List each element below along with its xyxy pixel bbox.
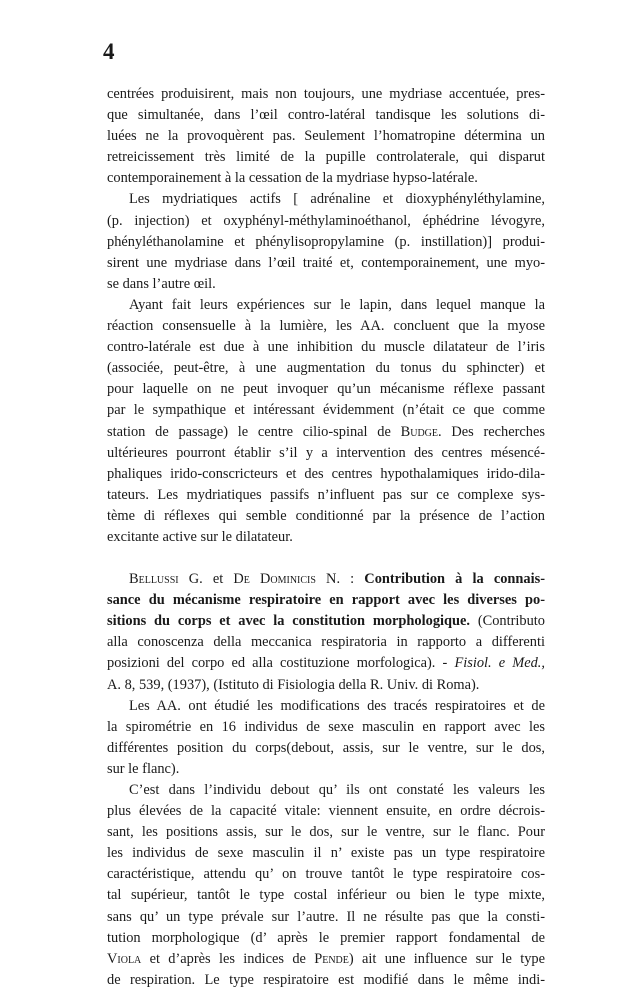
text-line: pour laquelle on ne peut invoquer qu’un mécanisme réflexe passant — [107, 381, 545, 398]
text-segment: et d’après les indices de — [141, 950, 315, 967]
author-bellussi: Bellussi — [129, 571, 179, 588]
text-line: tal supérieur, tantôt le type costal inférieur ou bien le type mixte, — [107, 887, 545, 904]
text-line — [107, 422, 545, 443]
text-line: plus élevées de la capacité vitale: viennent ensuite, en ordre décrois- — [107, 803, 545, 820]
text-line — [107, 611, 545, 632]
text-line: réaction consensuelle à la lumière, les AA. concluent que la myose — [107, 318, 545, 335]
author-name-budge: Budge — [400, 423, 438, 440]
paragraph-5 — [107, 696, 545, 780]
text-line: luées ne la provoquèrent pas. Seulement l’homatropine détermina un — [107, 128, 545, 145]
body-text — [107, 84, 545, 991]
text-line: retreicissement très limité de la pupille controlaterale, qui disparut — [107, 149, 545, 166]
text-line: la spirométrie en 16 individus de sexe masculin en rapport avec les — [107, 718, 545, 735]
text-line: différentes position du corps(debout, assis, sur le ventre, sur le dos, — [107, 739, 545, 756]
article-title-line: sance du mécanisme respiratoire en rapport avec les diverses po- — [107, 592, 545, 609]
paragraph-1 — [107, 84, 545, 189]
text-line: contemporainement à la cessation de la mydriase hypso-latérale. — [107, 170, 478, 187]
text-line: (associée, peut-être, à une augmentation du tonus du sphincter) et — [107, 360, 545, 377]
text-line: sant, les positions assis, sur le dos, sur le ventre, sur le flanc. Pour — [107, 824, 545, 841]
text-line: se dans l’autre œil. — [107, 275, 216, 292]
article-citation — [107, 569, 545, 696]
text-segment: posizioni del corpo ed alla costituzione morfologica). - — [107, 655, 455, 672]
text-line: alla conoscenza della meccanica respiratoria in rapporto a differenti — [107, 634, 545, 651]
paragraph-2 — [107, 189, 545, 294]
text-line: tateurs. Les mydriatiques passifs n’influent pas sur ce complexe sys- — [107, 486, 545, 503]
text-line: phaliques irido-conscricteurs et des centres hypothalamiques irido-dila- — [107, 465, 545, 482]
text-segment: . Des recherches — [438, 423, 545, 440]
section-gap — [107, 548, 545, 569]
text-line: Les AA. ont étudié les modifications des tracés respiratoires et de — [129, 697, 545, 714]
article-title-part: Contribution à la connais- — [364, 571, 545, 588]
text-segment: ) ait une influence sur le type — [348, 950, 545, 967]
text-line: Les mydriatiques actifs [ adrénaline et dioxyphényléthylamine, — [129, 191, 545, 208]
paragraph-3 — [107, 295, 545, 548]
text-line: les individus de sexe masculin il n’ existe pas un type respiratoire — [107, 845, 545, 862]
text-line: Ayant fait leurs expériences sur le lapin, dans lequel manque la — [129, 296, 545, 313]
text-line: tème di réflexes qui semble conditionné par la présence de l’action — [107, 507, 545, 524]
author-initial: N. : — [315, 571, 365, 588]
page-number: 4 — [103, 39, 115, 64]
journal-name: Fisiol. e Med., — [454, 655, 545, 672]
text-line: tution morphologique (d’ après le premier rapport fondamental de — [107, 929, 545, 946]
text-line: de respiration. Le type respiratoire est modifié dans le même indi- — [107, 971, 545, 988]
text-line: caractéristique, attendu qu’ on trouve tantôt le type respiratoire cos- — [107, 866, 545, 883]
paragraph-6 — [107, 780, 545, 991]
italian-title-start: (Contributo — [470, 613, 545, 630]
citation-reference: A. 8, 539, (1937), (Istituto di Fisiologia della R. Univ. di Roma). — [107, 676, 480, 693]
author-name-viola: Viola — [107, 950, 142, 967]
text-line — [107, 653, 545, 674]
text-line: phényléthanolamine et phénylisopropylamine (p. instillation)] produi- — [107, 233, 545, 250]
text-line — [107, 569, 545, 590]
text-line: ultérieures pourront établir s’il y a intervention des centres mésencé- — [107, 444, 545, 461]
article-title-part: sitions du corps et avec la constitution morphologique. — [107, 613, 471, 630]
author-de-dominicis: De Dominicis — [233, 571, 316, 588]
text-line: sur le flanc). — [107, 760, 180, 777]
text-segment: station de passage) le centre cilio-spinal de — [107, 423, 401, 440]
text-line: centrées produisirent, mais non toujours, une mydriase accentuée, pres- — [107, 86, 545, 102]
text-line: sirent une mydriase dans l’œil traité et, contemporainement, une myo- — [107, 254, 545, 271]
author-name-pende: Pende — [314, 950, 349, 967]
text-line — [107, 949, 545, 970]
text-line: (p. injection) et oxyphényl-méthylaminoéthanol, éphédrine lévogyre, — [107, 212, 545, 229]
text-line: sans qu’ un type prévale sur l’autre. Il ne résulte pas que la consti- — [107, 908, 545, 925]
text-line: contro-latérale est due à une inhibition du muscle dilatateur de l’iris — [107, 339, 545, 356]
author-initial: G. et — [178, 571, 234, 588]
text-line: par le sympathique et intéressant évidemment (n’était ce que comme — [107, 402, 545, 419]
text-line: excitante active sur le dilatateur. — [107, 528, 293, 545]
text-line: que simultanée, dans l’œil contro-latéral tandisque les solutions di- — [107, 107, 545, 124]
text-line: C’est dans l’individu debout qu’ ils ont constaté les valeurs les — [129, 782, 545, 798]
